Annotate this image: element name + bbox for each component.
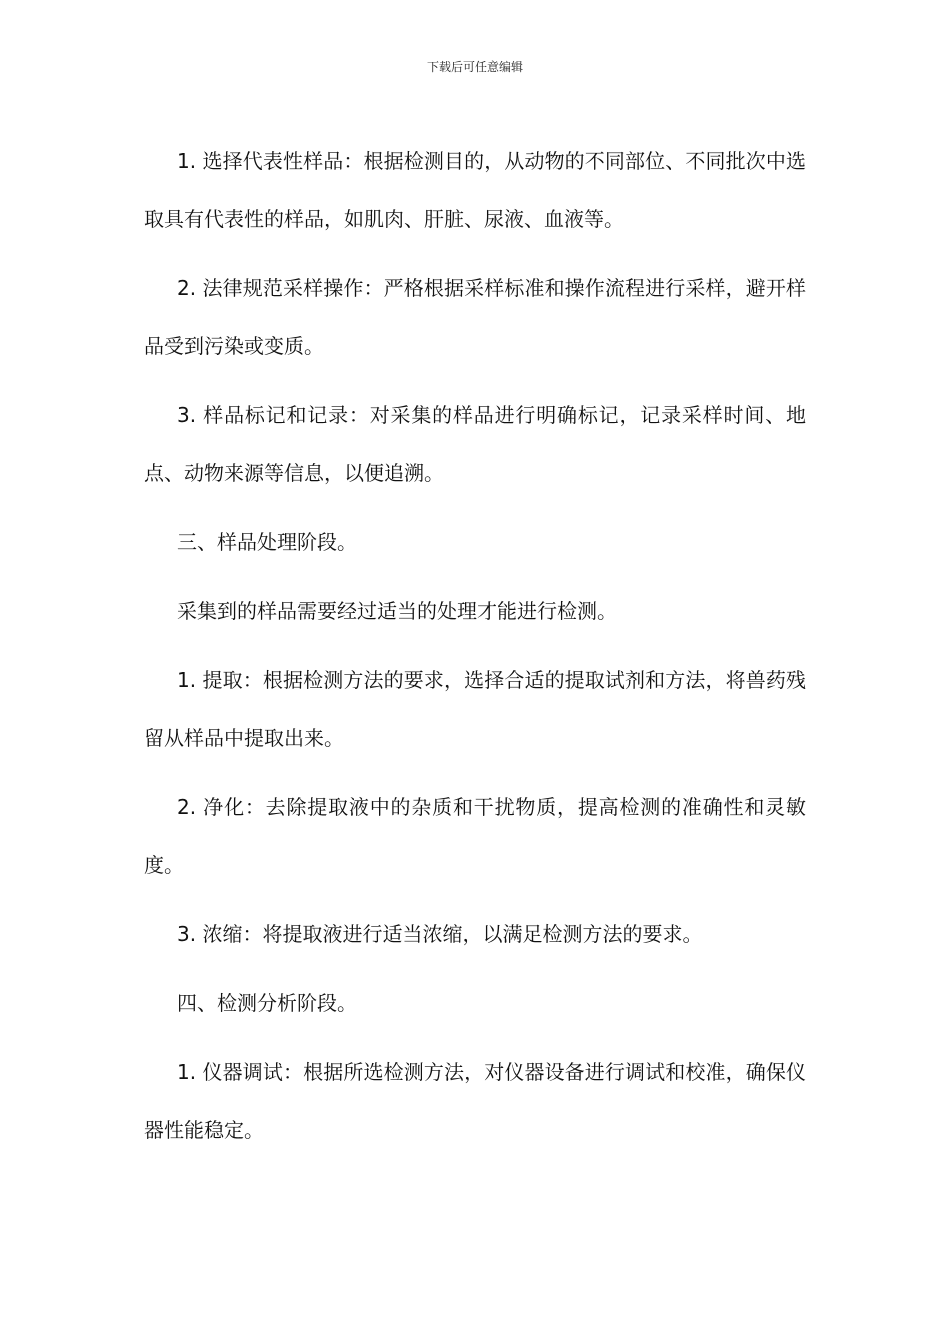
section-heading-sample-processing: 三、样品处理阶段。 (177, 530, 357, 554)
section-heading-detection-analysis: 四、检测分析阶段。 (177, 991, 357, 1015)
paragraph-sampling-representative: 1. 选择代表性样品：根据检测目的，从动物的不同部位、不同批次中选取具有代表性的样品，如肌肉、肝脏、尿液、血液等。 (144, 149, 806, 231)
document-body (144, 132, 806, 1170)
page-header: 下载后可任意编辑 (426, 60, 523, 74)
paragraph-instrument-calibration: 1. 仪器调试：根据所选检测方法，对仪器设备进行调试和校准，确保仪器性能稳定。 (144, 1060, 806, 1142)
paragraph-extraction: 1. 提取：根据检测方法的要求，选择合适的提取试剂和方法，将兽药残留从样品中提取出来。 (144, 668, 806, 750)
paragraph-sampling-procedure: 2. 法律规范采样操作：严格根据采样标准和操作流程进行采样，避开样品受到污染或变质。 (144, 276, 806, 358)
paragraph-processing-intro: 采集到的样品需要经过适当的处理才能进行检测。 (177, 599, 617, 623)
paragraph-purification: 2. 净化：去除提取液中的杂质和干扰物质，提高检测的准确性和灵敏度。 (144, 795, 806, 877)
paragraph-sample-labeling: 3. 样品标记和记录：对采集的样品进行明确标记，记录采样时间、地点、动物来源等信息，以便追溯。 (144, 403, 806, 485)
paragraph-concentration: 3. 浓缩：将提取液进行适当浓缩，以满足检测方法的要求。 (177, 922, 703, 946)
